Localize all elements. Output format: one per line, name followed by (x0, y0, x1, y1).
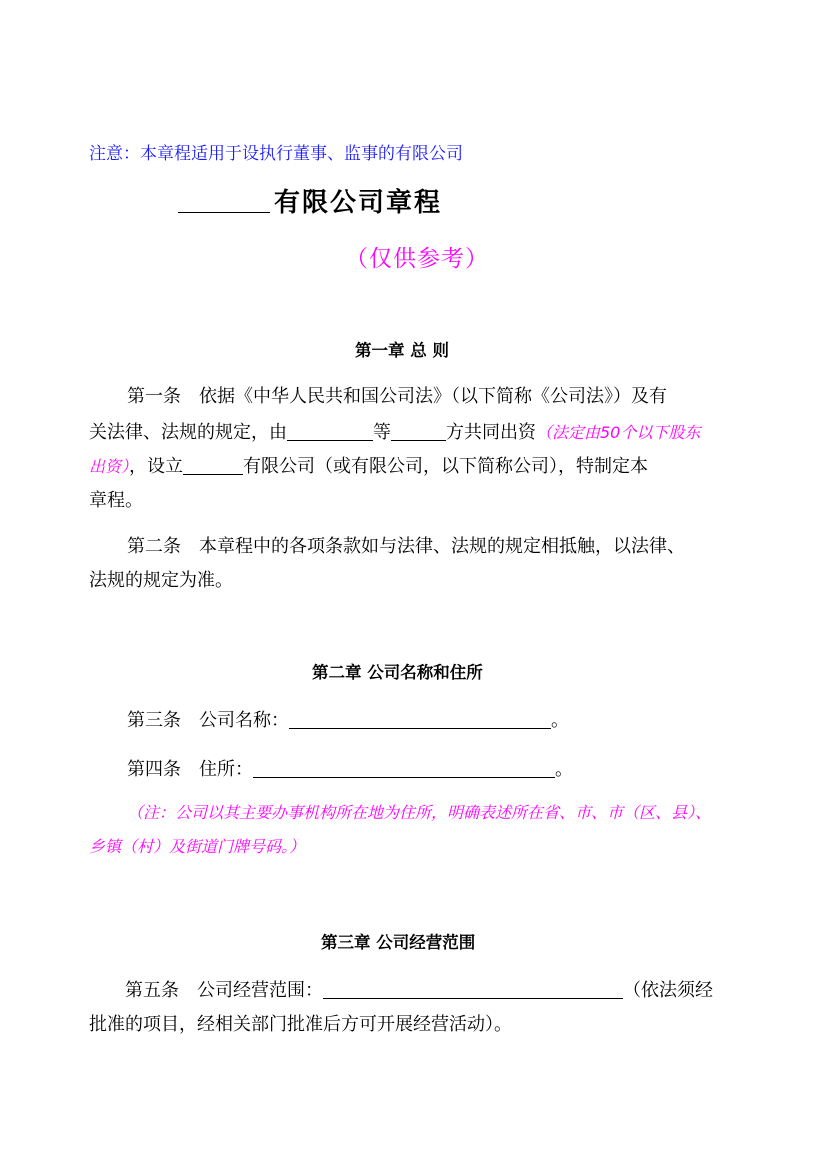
company-name-field (289, 708, 551, 729)
article-5-line-1 (125, 976, 713, 1002)
article-2-line-1 (127, 532, 685, 558)
address-field (253, 757, 555, 778)
article-2-number: 第二条 (127, 536, 181, 557)
article-1-text-2b: 等 (373, 422, 391, 443)
article-1-number: 第一条 (127, 386, 181, 407)
article-5-label: 公司经营范围： (197, 980, 323, 1001)
article-3-line (127, 706, 569, 732)
chapter-1-heading: 第一章 总 则 (355, 341, 449, 360)
article-1-note-a: （法定由50个以下股东 (536, 423, 701, 442)
article-1-line-2 (89, 418, 700, 444)
article-2-line-2: 法规的规定为准。 (89, 570, 233, 591)
article-3-label: 公司名称： (199, 710, 289, 731)
article-4-line (127, 755, 573, 781)
article-1-text-3b: 有限公司（或有限公司，以下简称公司），特制定本 (243, 456, 649, 477)
article-3-number: 第三条 (127, 710, 181, 731)
shareholder-blank (287, 420, 373, 441)
document-title (178, 182, 442, 219)
chapter-2-heading: 第二章 公司名称和住所 (312, 663, 483, 682)
article-5-line-2: 批准的项目，经相关部门批准后方可开展经营活动）。 (89, 1014, 512, 1035)
article-1-text-3a: ，设立 (129, 456, 184, 477)
address-note-line-1: （注：公司以其主要办事机构所在地为住所，明确表述所在省、市、市（区、县）、 (127, 803, 712, 822)
company-name-blank (178, 186, 270, 213)
article-1-line-1 (127, 382, 667, 408)
article-4-label: 住所： (199, 759, 253, 780)
article-1-line-4: 章程。 (89, 490, 143, 511)
article-4-end: 。 (555, 759, 573, 780)
notice-text: 注意：本章程适用于设执行董事、监事的有限公司 (89, 144, 463, 164)
article-1-text-2a: 关法律、法规的规定，由 (89, 422, 287, 443)
company-blank (183, 454, 243, 475)
article-3-end: 。 (551, 710, 569, 731)
article-1-line-3 (89, 452, 648, 478)
article-5-number: 第五条 (125, 980, 179, 1001)
article-5-text-1-end: （依法须经 (623, 980, 713, 1001)
chapter-3-heading: 第三章 公司经营范围 (321, 933, 476, 952)
article-1-text-1: 依据《中华人民共和国公司法》（以下简称《公司法》）及有 (199, 386, 667, 407)
article-2-text-1: 本章程中的各项条款如与法律、法规的规定相抵触，以法律、 (199, 536, 685, 557)
title-text: 有限公司章程 (274, 188, 443, 218)
business-scope-field (323, 978, 623, 999)
article-4-number: 第四条 (127, 759, 181, 780)
address-note-line-2: 乡镇（村）及街道门牌号码。） (89, 837, 306, 856)
article-1-note-b: 出资） (89, 457, 130, 476)
count-blank (391, 420, 446, 441)
subtitle: （仅供参考） (345, 246, 489, 272)
article-1-text-2c: 方共同出资 (446, 422, 536, 443)
